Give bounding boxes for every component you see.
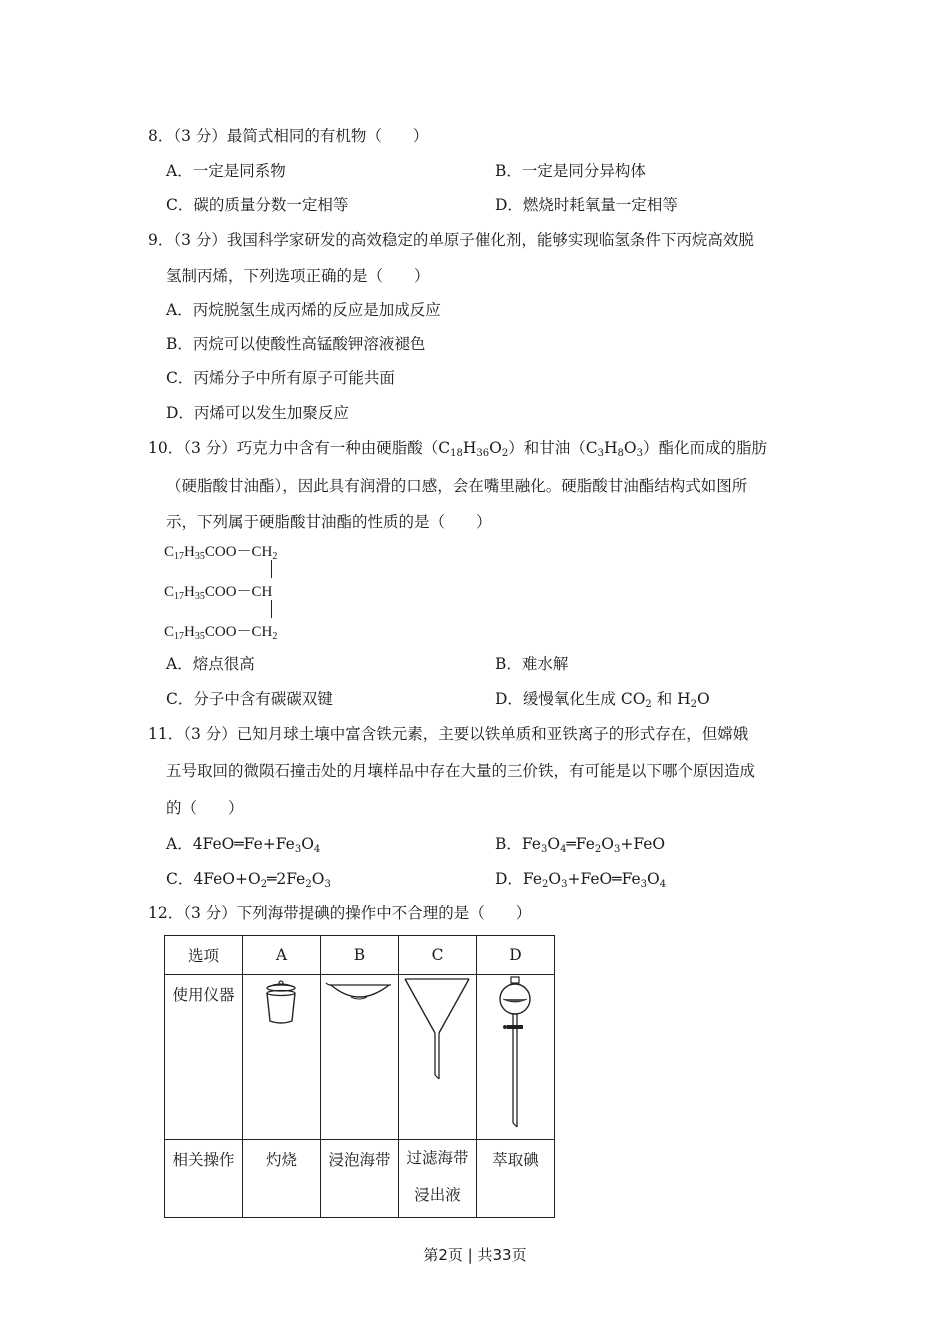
q9-stem-line1: 9．（3 分）我国科学家研发的高效稳定的单原子催化剂，能够实现临氢条件下丙烷高效脱 — [148, 231, 754, 249]
q11-stem-line1: 11．（3 分）已知月球土壤中富含铁元素，主要以铁单质和亚铁离子的形式存在，但嫦娥 — [148, 725, 749, 743]
q9-stem-line2: 氢制丙烯，下列选项正确的是（ ） — [166, 267, 430, 285]
separatory-funnel-icon — [477, 975, 554, 1135]
structure-bond-2 — [271, 600, 272, 618]
header-d: D — [477, 936, 555, 975]
q11-stem-line2: 五号取回的微陨石撞击处的月壤样品中存在大量的三价铁，有可能是以下哪个原因造成 — [166, 762, 756, 780]
header-a: A — [243, 936, 321, 975]
q12-stem: 12．（3 分）下列海带提碘的操作中不合理的是（ ） — [148, 904, 532, 922]
separatory-funnel-cell — [477, 975, 555, 1140]
q9-option-a: A．丙烷脱氢生成丙烯的反应是加成反应 — [166, 301, 441, 319]
q9-option-d: D．丙烯可以发生加聚反应 — [166, 404, 349, 422]
evaporating-dish-icon — [321, 975, 398, 1015]
q10-option-b: B．难水解 — [495, 655, 569, 673]
q8-option-c: C．碳的质量分数一定相等 — [166, 196, 349, 214]
instrument-row-label: 使用仪器 — [165, 975, 243, 1140]
header-b: B — [321, 936, 399, 975]
header-c: C — [399, 936, 477, 975]
structure-row-2: $C_{17}H_{35}COO-CH$ — [164, 584, 273, 602]
q9-option-b: B．丙烷可以使酸性高锰酸钾溶液褪色 — [166, 335, 426, 353]
crucible-cell — [243, 975, 321, 1140]
structure-row-3: $C_{17}H_{35}COO-CH_2$ — [164, 624, 278, 642]
table-header-row — [165, 936, 555, 975]
q12-table — [164, 935, 555, 1218]
page-footer: 第2页 | 共33页 — [423, 1246, 527, 1264]
funnel-cell — [399, 975, 477, 1140]
q10-option-a: A．熔点很高 — [166, 655, 255, 673]
q10-stem-line3: 示，下列属于硬脂酸甘油酯的性质的是（ ） — [166, 513, 492, 531]
q11-stem-line3: 的（ ） — [166, 799, 244, 817]
q8-stem: 8．（3 分）最简式相同的有机物（ ） — [148, 127, 429, 145]
q8-option-d: D．燃烧时耗氧量一定相等 — [495, 196, 678, 214]
q10-stem-line2: （硬脂酸甘油酯），因此具有润滑的口感，会在嘴里融化。硬脂酸甘油酯结构式如图所 — [166, 477, 748, 495]
evaporating-dish-cell — [321, 975, 399, 1140]
structure-bond-1 — [271, 560, 272, 578]
q8-option-a: A．一定是同系物 — [166, 162, 286, 180]
q11-option-b: B．$Fe_3O_4═Fe_2O_3+FeO$ — [495, 835, 666, 855]
operation-row-label: 相关操作 — [165, 1140, 243, 1218]
q10-option-d: D．缓慢氧化生成 $CO_2$ 和 $H_2O$ — [495, 690, 710, 710]
operation-c: 过滤海带 浸出液 — [399, 1140, 477, 1218]
q10-option-c: C．分子中含有碳碳双键 — [166, 690, 333, 708]
table-operation-row — [165, 1140, 555, 1218]
funnel-icon — [399, 975, 476, 1085]
q10-stem-line1: 10．（3 分）巧克力中含有一种由硬脂酸$(C_{18}H_{36}O_2)$和甘油$(C_3H_8O_3)$酯化而成的脂肪 — [148, 439, 767, 459]
structure-row-1: $C_{17}H_{35}COO-CH_2$ — [164, 544, 278, 562]
q11-option-d: D．$Fe_2O_3+FeO═Fe_3O_4$ — [495, 870, 667, 890]
q11-option-c: C．$4FeO+O_2═2Fe_2O_3$ — [166, 870, 331, 890]
table-instrument-row — [165, 975, 555, 1140]
operation-b: 浸泡海带 — [321, 1140, 399, 1218]
crucible-icon — [243, 975, 320, 1045]
q11-option-a: A．$4FeO═Fe+Fe_3O_4$ — [166, 835, 321, 855]
q9-option-c: C．丙烯分子中所有原子可能共面 — [166, 369, 395, 387]
q8-option-b: B．一定是同分异构体 — [495, 162, 646, 180]
header-option: 选项 — [165, 936, 243, 975]
glyceryl-stearate-structure — [164, 540, 324, 644]
operation-a: 灼烧 — [243, 1140, 321, 1218]
operation-d: 萃取碘 — [477, 1140, 555, 1218]
